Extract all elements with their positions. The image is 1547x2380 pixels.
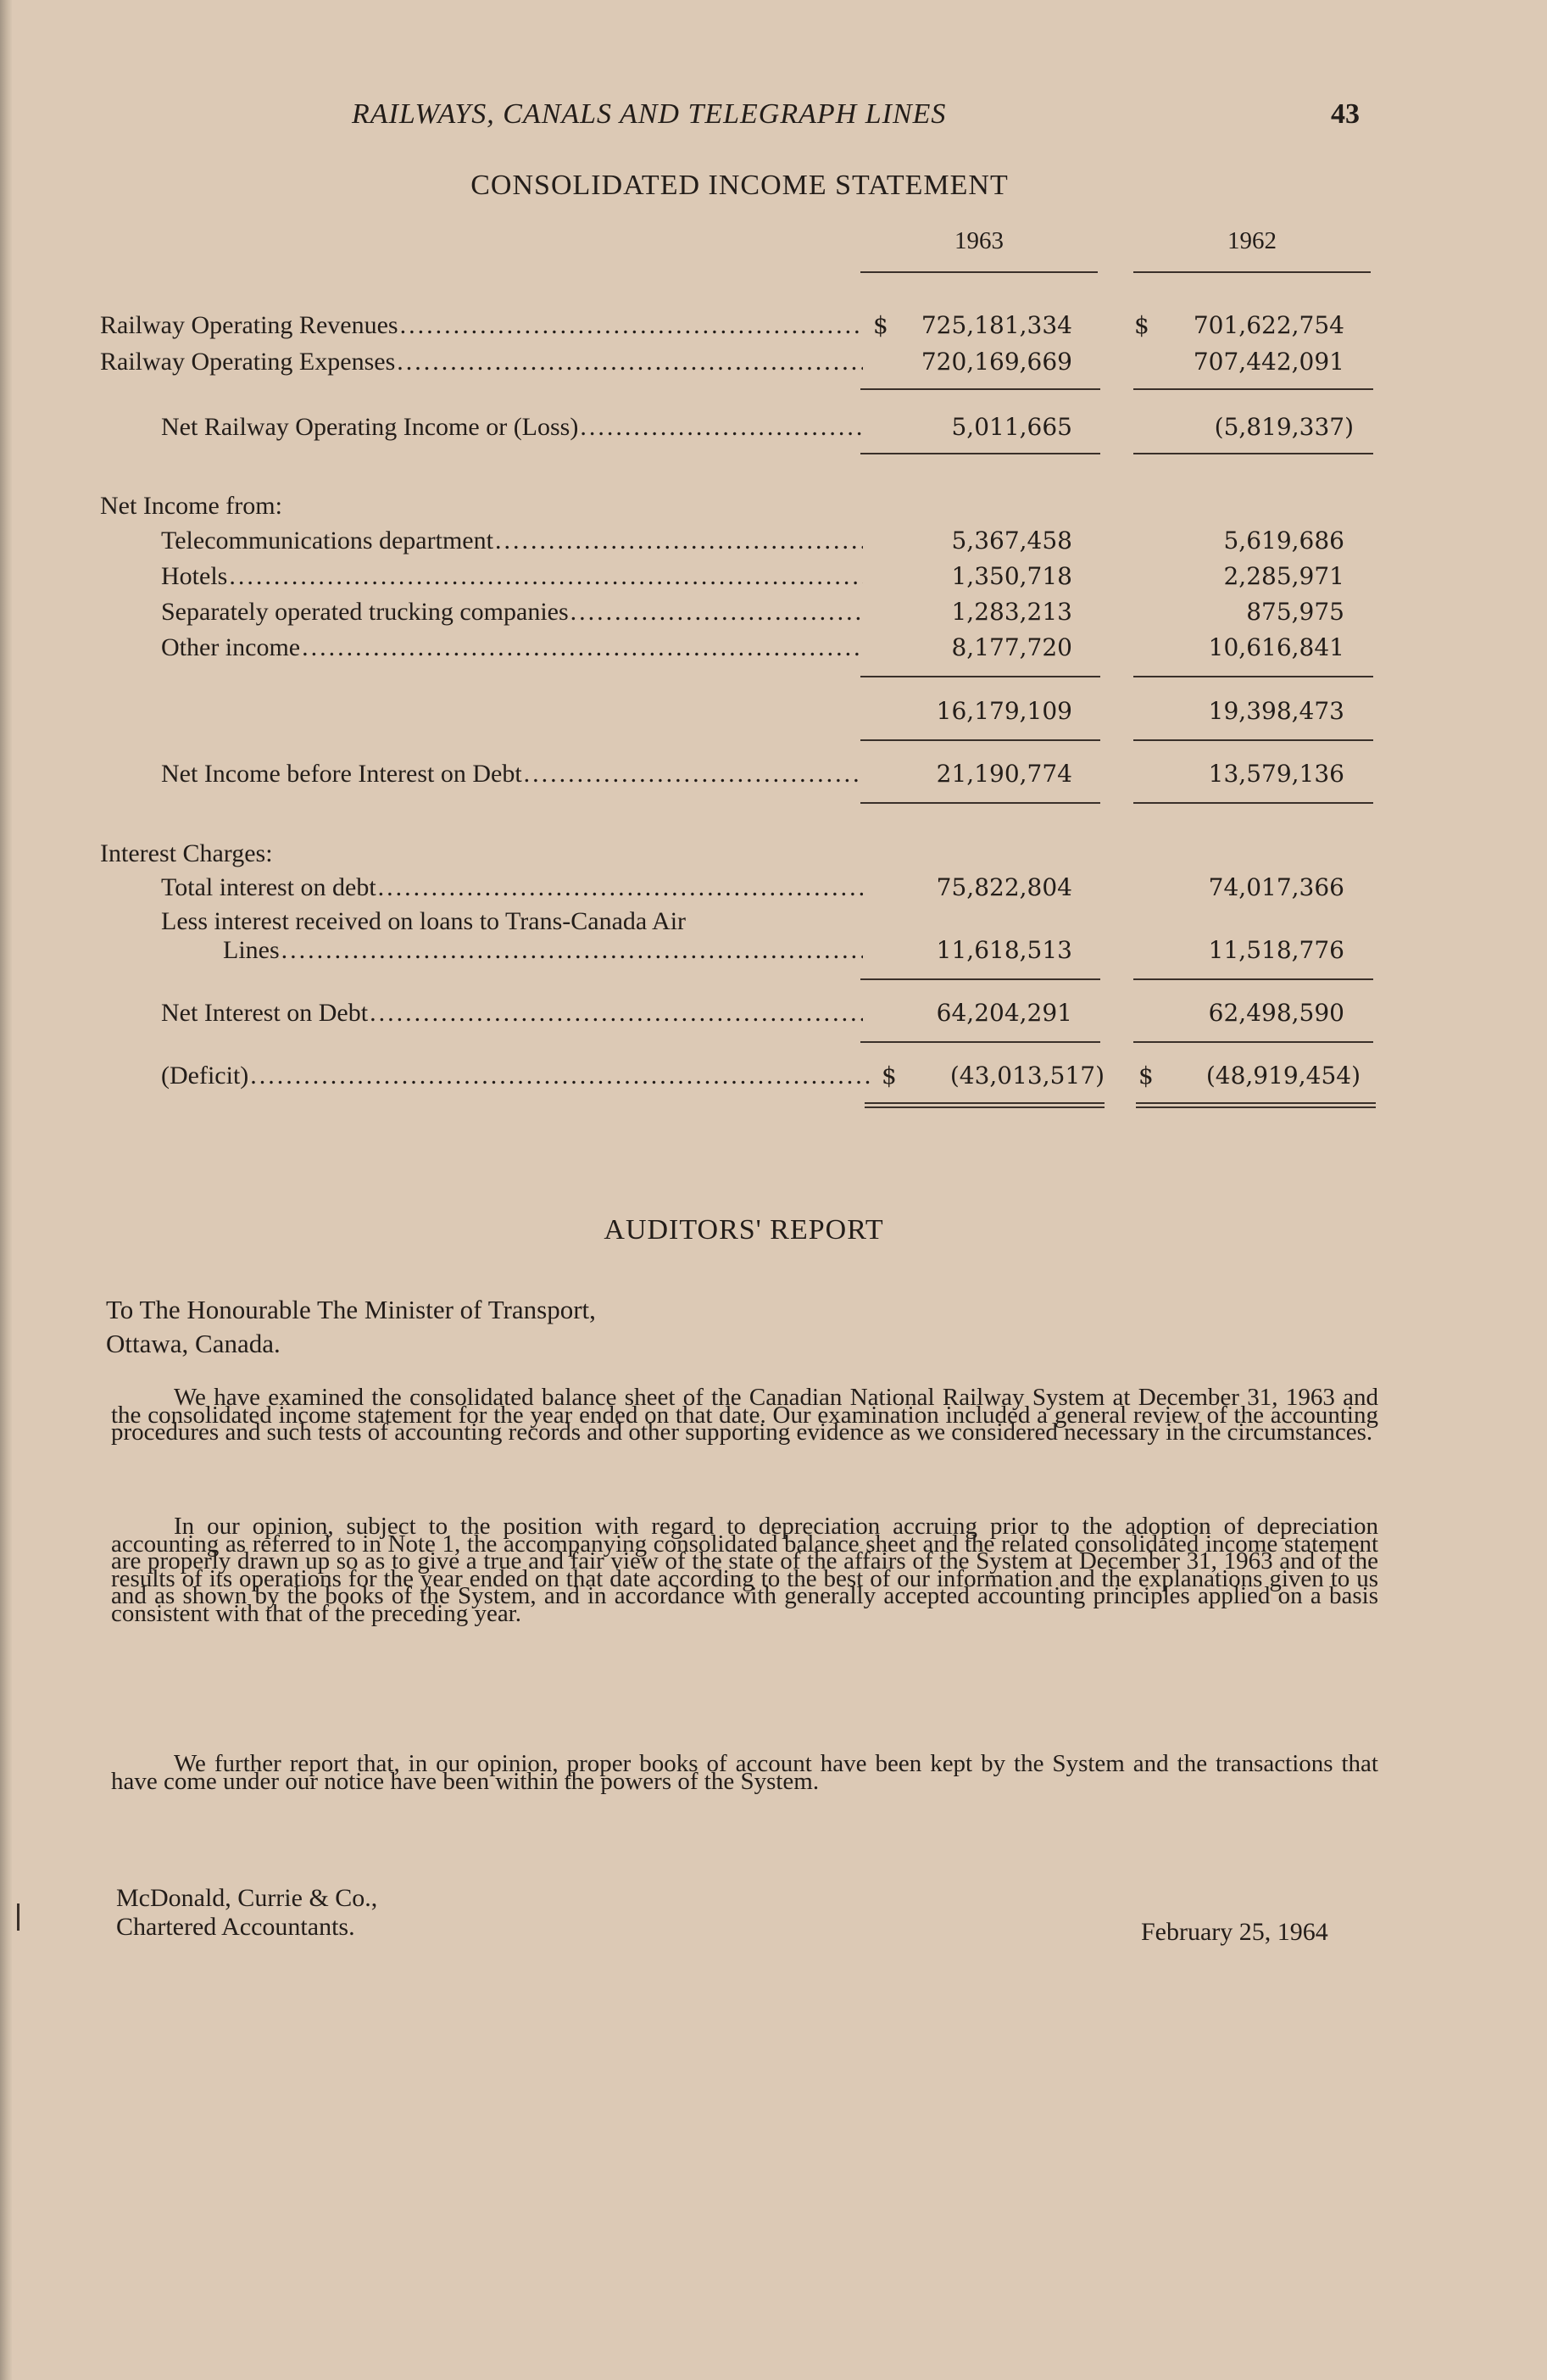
row-label: Less interest received on loans to Trans-Canada Air — [161, 907, 687, 935]
row-telecommunications — [0, 527, 1547, 560]
total-rule — [860, 453, 1100, 454]
total-rule — [1133, 1041, 1373, 1043]
value-1962: 707,442,091 — [1193, 348, 1344, 376]
value-1963: 725,181,334 — [921, 311, 1072, 339]
row-label: Total interest on debt — [161, 873, 376, 901]
report-paragraph-1: We have examined the consolidated balance sheet of the Canadian National Railway System at December 31, 1963 and the consolidated income statement for the year ended on that date. Our examination included a general review of the accounting procedures and such tests of accounting records and other supporting evidence as we considered necessary in the circumstances. — [111, 1384, 1378, 1446]
double-rule — [1136, 1102, 1376, 1108]
value-1963: 16,179,109 — [936, 697, 1072, 725]
value-1963: 21,190,774 — [936, 760, 1072, 788]
row-label: Hotels — [161, 562, 228, 590]
row-revenues — [0, 311, 1547, 345]
value-1963: 11,618,513 — [936, 936, 1072, 964]
subtotal-rule — [1133, 388, 1373, 390]
row-trucking — [0, 598, 1547, 632]
value-1963: 1,283,213 — [951, 598, 1072, 626]
value-1963: (43,013,517) — [949, 1062, 1105, 1090]
row-label: Net Income before Interest on Debt — [161, 760, 522, 788]
value-1963: 5,011,665 — [951, 413, 1072, 441]
currency-symbol: $ — [1134, 311, 1149, 339]
value-1963: 64,204,291 — [936, 999, 1072, 1027]
value-1962: 701,622,754 — [1193, 311, 1344, 339]
subtotal-rule — [860, 676, 1100, 677]
value-1962: 11,518,776 — [1208, 936, 1344, 964]
currency-symbol: $ — [1138, 1062, 1154, 1090]
subtotal-rule — [1133, 739, 1373, 741]
row-deficit — [0, 1062, 1547, 1095]
value-1963: 1,350,718 — [951, 562, 1072, 590]
year-heading-1963: 1963 — [954, 227, 1004, 254]
report-date: February 25, 1964 — [1141, 1918, 1328, 1946]
total-rule — [860, 1041, 1100, 1043]
signature-line-2: Chartered Accountants. — [116, 1913, 355, 1941]
row-net-income-before-interest — [0, 760, 1547, 794]
subtotal-rule — [860, 739, 1100, 741]
value-1962: 62,498,590 — [1208, 999, 1344, 1027]
value-1962: 5,619,686 — [1223, 527, 1344, 555]
report-paragraph-2: In our opinion, subject to the position with regard to depreciation accruing prior to the adoption of depreciation accounting as referred to in Note 1, the accompanying consolidated balance sheet and the related consolidated income statement are properly drawn up so as to give a true and fair view of the state of the affairs of the System at December 31, 1963 and of the results of its operations for the year ended on that date according to the best of our information and the explanations given to us and as shown by the books of the System, and in accordance with generally accepted accounting principles applied on a basis consistent with that of the preceding year. — [111, 1513, 1378, 1627]
row-label: Railway Operating Expenses — [100, 348, 396, 376]
row-expenses — [0, 348, 1547, 382]
row-subtotal-net-income — [0, 697, 1547, 731]
total-rule — [860, 802, 1100, 804]
row-label: Separately operated trucking companies — [161, 598, 569, 626]
row-hotels — [0, 562, 1547, 596]
total-rule — [1133, 453, 1373, 454]
subtotal-rule — [860, 388, 1100, 390]
value-1962: (48,919,454) — [1205, 1062, 1361, 1090]
value-1963: 75,822,804 — [936, 873, 1072, 901]
section-interest-charges: Interest Charges: — [100, 839, 273, 867]
value-1963: 720,169,669 — [921, 348, 1072, 376]
section-net-income-from: Net Income from: — [100, 492, 282, 520]
addressee-line-1: To The Honourable The Minister of Transport, — [106, 1295, 596, 1324]
double-rule — [865, 1102, 1105, 1108]
margin-mark — [17, 1903, 19, 1931]
row-label: Railway Operating Revenues — [100, 311, 398, 339]
subtotal-rule — [1133, 676, 1373, 677]
row-label: Telecommunications department — [161, 527, 493, 555]
report-paragraph-3: We further report that, in our opinion, proper books of account have been kept by the System and the transactions that have come under our notice have been within the powers of the System. — [111, 1750, 1378, 1795]
value-1962: 875,975 — [1246, 598, 1344, 626]
currency-symbol: $ — [873, 311, 888, 339]
addressee-line-2: Ottawa, Canada. — [106, 1329, 281, 1358]
running-header — [0, 98, 1547, 141]
value-1962: 10,616,841 — [1208, 633, 1344, 661]
row-label: Lines — [223, 936, 280, 964]
subtotal-rule — [1133, 978, 1373, 980]
row-label: Other income — [161, 633, 301, 661]
value-1962: 19,398,473 — [1208, 697, 1344, 725]
currency-symbol: $ — [882, 1062, 897, 1090]
value-1962: 74,017,366 — [1208, 873, 1344, 901]
subtotal-rule — [860, 978, 1100, 980]
row-label: Net Interest on Debt — [161, 999, 369, 1027]
value-1962: (5,819,337) — [1214, 413, 1354, 441]
year-rule-1963 — [860, 271, 1098, 273]
auditors-report-title: AUDITORS' REPORT — [604, 1214, 884, 1246]
page-number: 43 — [1331, 98, 1360, 130]
row-net-operating-income — [0, 413, 1547, 447]
year-rule-1962 — [1133, 271, 1371, 273]
row-other-income — [0, 633, 1547, 667]
total-rule — [1133, 802, 1373, 804]
value-1962: 13,579,136 — [1208, 760, 1344, 788]
row-net-interest — [0, 999, 1547, 1033]
value-1963: 5,367,458 — [951, 527, 1072, 555]
signature-line-1: McDonald, Currie & Co., — [116, 1884, 378, 1912]
row-label: (Deficit) — [161, 1062, 249, 1090]
row-label: Net Railway Operating Income or (Loss) — [161, 413, 579, 441]
year-heading-1962: 1962 — [1227, 227, 1277, 254]
row-less-interest-line2 — [0, 936, 1547, 970]
statement-title: CONSOLIDATED INCOME STATEMENT — [470, 170, 1009, 201]
value-1962: 2,285,971 — [1223, 562, 1344, 590]
running-title: RAILWAYS, CANALS AND TELEGRAPH LINES — [352, 98, 947, 130]
value-1963: 8,177,720 — [951, 633, 1072, 661]
row-total-interest — [0, 873, 1547, 907]
